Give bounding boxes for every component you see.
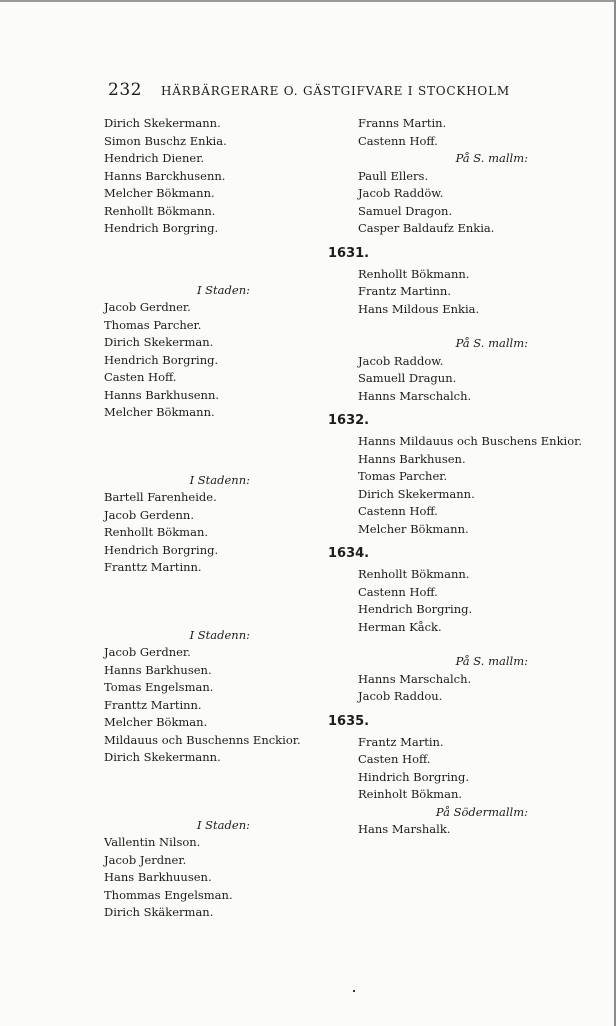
list-item: Frantz Martinn. — [358, 284, 451, 298]
list-item: Jacob Raddow. — [358, 353, 444, 368]
list-item: Jacob Raddöw. — [358, 186, 444, 200]
list-item: Hanns Barkhusenn. — [104, 387, 220, 402]
list-item: Dirich Skekermann. — [358, 486, 475, 501]
subheading: På S. mallm: — [455, 336, 528, 350]
list-item: Casten Hoff. — [358, 752, 431, 766]
page-number: 232 — [108, 80, 142, 100]
left-column — [104, 115, 316, 922]
list-item: Hanns Mildauus och Buschens Enkior. — [358, 434, 583, 448]
list-item: Hanns Marschalch. — [358, 671, 472, 686]
list-item: Franns Martin. — [358, 116, 447, 130]
list-item: Hans Mildous Enkia. — [358, 301, 480, 316]
list-item: Jacob Gerdner. — [104, 645, 191, 659]
list-item: Renhollt Bökmann. — [104, 203, 216, 218]
list-item: Renhollt Bökman. — [104, 525, 208, 539]
list-item: Samuell Dragun. — [358, 371, 457, 385]
list-item: Dirich Skekermann. — [104, 116, 221, 130]
list-item: Thommas Engelsman. — [104, 887, 233, 902]
right-column — [328, 115, 608, 839]
list-item: Hanns Marschalch. — [358, 388, 472, 403]
subheading: I Staden: — [196, 282, 250, 297]
subheading: I Staden: — [196, 817, 250, 832]
list-item: Paull Ellers. — [358, 168, 429, 183]
list-item: Hans Barkhuusen. — [104, 870, 212, 884]
list-item: Dirich Skekermann. — [104, 750, 221, 764]
year-section-1635 — [328, 710, 608, 839]
list-item: Melcher Bökmann. — [358, 521, 469, 536]
list-item: Hendrich Borgring. — [104, 352, 219, 367]
list-item: Hanns Barkhusen. — [358, 451, 466, 466]
year-heading: 1635. — [328, 713, 370, 729]
subheading: På S. mallm: — [455, 151, 528, 165]
left-group-3 — [104, 472, 316, 577]
list-item: Jacob Gerdenn. — [104, 507, 194, 522]
spacer — [104, 238, 316, 282]
list-item: Thomas Parcher. — [104, 317, 202, 332]
subheading: På S. mallm: — [455, 654, 528, 668]
list-item: Renhollt Bökmann. — [358, 567, 470, 581]
spacer — [104, 767, 316, 817]
left-group-1 — [104, 115, 316, 238]
list-item: Hendrich Diener. — [104, 151, 205, 165]
list-item: Samuel Dragon. — [358, 203, 453, 218]
list-item: Jacob Gerdner. — [104, 300, 191, 314]
list-item: Franttz Martinn. — [104, 697, 202, 712]
left-group-4 — [104, 627, 316, 767]
list-item: Melcher Bökmann. — [104, 405, 215, 419]
list-item: Casten Hoff. — [104, 370, 177, 384]
list-item: Simon Buschz Enkia. — [104, 133, 227, 148]
list-item: Melcher Bökmann. — [104, 186, 215, 200]
list-item: Hendrich Borgring. — [358, 602, 473, 616]
right-top-group — [358, 115, 608, 238]
list-item: Jacob Jerdner. — [104, 852, 187, 867]
list-item: Frantz Martin. — [358, 734, 444, 749]
year-heading: 1631. — [328, 245, 370, 261]
list-item: Renhollt Bökmann. — [358, 266, 470, 281]
page-top-edge — [0, 0, 616, 2]
subheading: På Södermallm: — [435, 804, 528, 819]
year-section-1631 — [328, 242, 608, 406]
spacer — [104, 422, 316, 472]
spacer — [358, 318, 608, 335]
running-header — [108, 80, 510, 100]
subheading: I Stadenn: — [189, 627, 250, 642]
list-item: Tomas Engelsman. — [104, 680, 214, 694]
list-item: Hans Marshalk. — [358, 822, 451, 836]
list-item: Hanns Barkhusen. — [104, 662, 212, 677]
list-item: Hendrich Borgring. — [104, 542, 219, 557]
year-section-1632 — [328, 409, 608, 538]
list-item: Franttz Martinn. — [104, 560, 202, 574]
year-heading: 1632. — [328, 413, 370, 428]
left-group-2 — [104, 282, 316, 422]
list-item: Castenn Hoff. — [358, 133, 438, 148]
list-item: Castenn Hoff. — [358, 584, 438, 599]
list-item: Hendrich Borgring. — [104, 221, 219, 235]
list-item: Vallentin Nilson. — [104, 835, 201, 849]
list-item: Castenn Hoff. — [358, 504, 438, 518]
running-title: HÄRBÄRGERARE O. GÄSTGIFVARE I STOCKHOLM — [161, 84, 510, 98]
list-item: Tomas Parcher. — [358, 469, 448, 483]
list-item: Jacob Raddou. — [358, 689, 443, 703]
list-item: Melcher Bökman. — [104, 715, 208, 729]
list-item: Reinholt Bökman. — [358, 787, 462, 801]
year-section-1634 — [328, 542, 608, 706]
page-speck — [353, 990, 355, 992]
list-item: Casper Baldaufz Enkia. — [358, 221, 495, 235]
list-item: Dirich Skäkerman. — [104, 905, 214, 919]
list-item: Herman Kåck. — [358, 619, 442, 634]
list-item: Dirich Skekerman. — [104, 335, 214, 349]
list-item: Hanns Barckhusenn. — [104, 168, 226, 183]
spacer — [358, 636, 608, 653]
list-item: Hindrich Borgring. — [358, 769, 469, 784]
left-group-5 — [104, 817, 316, 922]
subheading: I Stadenn: — [189, 472, 250, 487]
spacer — [104, 577, 316, 627]
list-item: Mildauus och Buschenns Enckior. — [104, 732, 301, 747]
year-heading: 1634. — [328, 546, 370, 561]
list-item: Bartell Farenheide. — [104, 490, 217, 504]
